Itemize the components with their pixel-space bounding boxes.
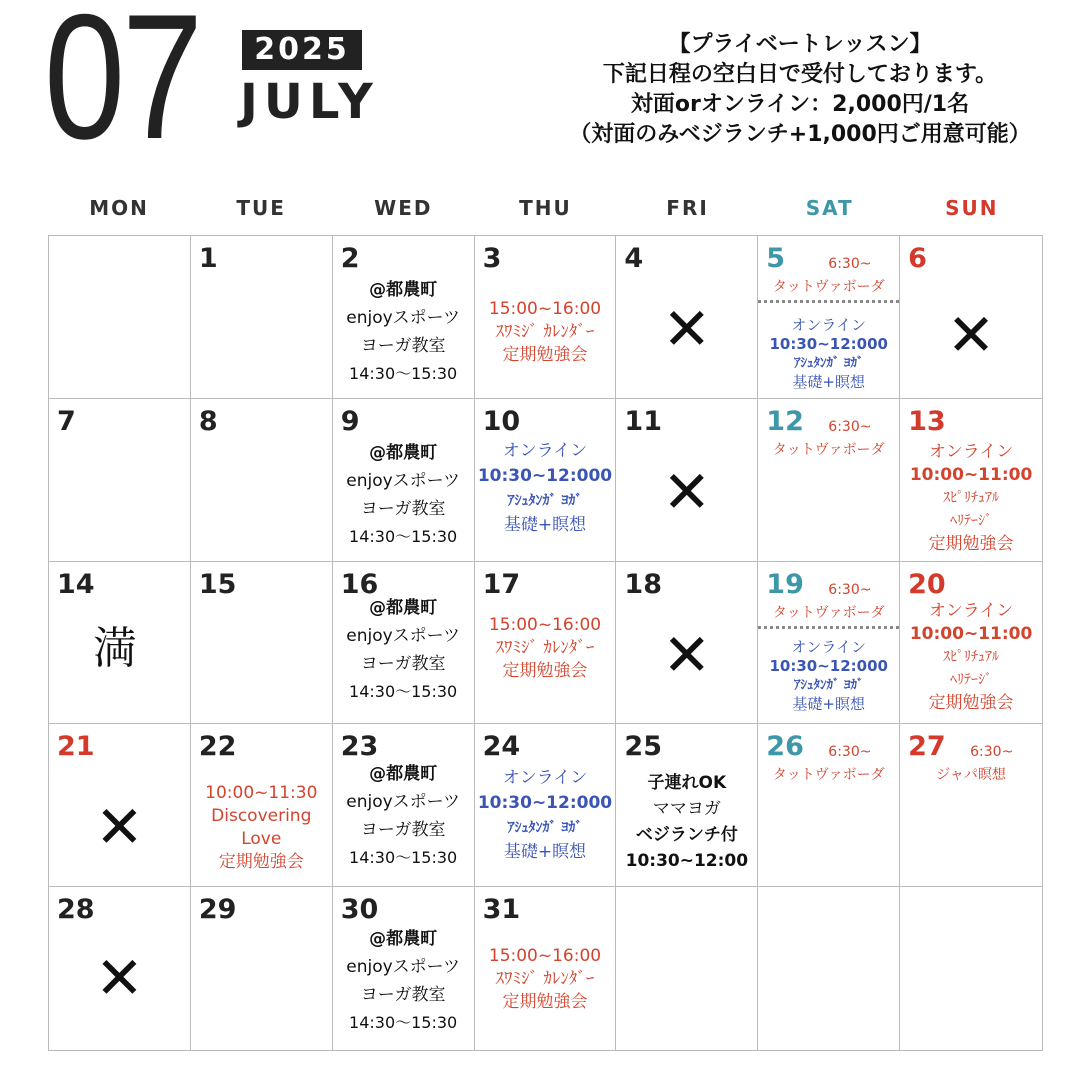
- event-title: タットヴァボーダ: [772, 604, 885, 621]
- event-line: 15:00~16:00: [488, 299, 602, 319]
- dotted-divider: [758, 626, 899, 629]
- weekday-tue: TUE: [236, 196, 286, 220]
- event-line: 14:30〜15:30: [349, 681, 458, 701]
- event-line: ｽﾋﾟﾘﾁｭｱﾙ: [943, 489, 1000, 506]
- event-time: 6:30~: [828, 744, 872, 761]
- event-line: ｱｼｭﾀﾝｶﾞ ﾖｶﾞ: [793, 356, 864, 371]
- month-number: 07: [44, 0, 200, 176]
- event-line: Love: [241, 829, 282, 850]
- event-study-group: [475, 945, 616, 1014]
- calendar-cell-6: [900, 236, 1042, 399]
- calendar-cell-22: [191, 724, 333, 887]
- calendar-cell-25: [616, 724, 758, 887]
- event-title: ジャパ瞑想: [936, 767, 1006, 784]
- day-number: 30: [340, 894, 379, 926]
- event-line: 10:00~11:00: [909, 464, 1033, 485]
- event-line: @都農町: [369, 280, 438, 300]
- event-line: 10:00~11:00: [909, 623, 1033, 644]
- event-line: 10:30~12:000: [769, 656, 888, 675]
- weekday-mon: MON: [89, 196, 149, 220]
- event-line: 基礎+瞑想: [503, 514, 587, 535]
- fully-booked-mark: 満: [93, 622, 137, 674]
- day-number: 2: [340, 243, 360, 274]
- weekday-wed: WED: [374, 196, 433, 220]
- calendar-cell-19: [758, 562, 900, 725]
- calendar-cell-8: [191, 399, 333, 562]
- event-line: ｱｼｭﾀﾝｶﾞ ﾖｶﾞ: [793, 677, 864, 693]
- unavailable-x-icon: ✕: [662, 295, 712, 363]
- event-line: ヨーガ教室: [360, 820, 446, 841]
- weekday-thu: THU: [519, 196, 572, 220]
- event-line: enjoyスポーツ: [346, 957, 460, 978]
- unavailable-x-icon: ✕: [662, 457, 712, 526]
- unavailable-x-icon: ✕: [662, 620, 712, 689]
- calendar-cell-30: [333, 887, 475, 1050]
- event-line: オンライン: [791, 637, 866, 656]
- calendar-cell-7: [49, 399, 191, 562]
- event-title: タットヴァボーダ: [772, 441, 885, 458]
- day-number: 11: [624, 405, 662, 437]
- event-line: ｽﾋﾟﾘﾁｭｱﾙ: [943, 648, 1000, 665]
- calendar-cell-17: [475, 562, 617, 725]
- event-line: オンライン: [928, 600, 1014, 621]
- event-time: 6:30~: [828, 418, 872, 435]
- calendar-cell-10: [475, 399, 617, 562]
- event-line: 子連れOK: [647, 773, 727, 794]
- notice-line: 対面orオンライン：2,000円/1名: [630, 92, 970, 117]
- event-online-yoga: [758, 316, 899, 392]
- day-number: 17: [482, 568, 521, 600]
- event-line: 14:30〜15:30: [349, 1013, 458, 1033]
- calendar-cell-13: [900, 399, 1042, 562]
- month-name: JULY: [240, 74, 379, 130]
- event-line: ｱｼｭﾀﾝｶﾞ ﾖｶﾞ: [507, 492, 583, 509]
- event-online-study: [900, 600, 1042, 715]
- event-line: Discovering: [211, 806, 312, 827]
- day-number: 28: [57, 894, 95, 926]
- event-line: ｱｼｭﾀﾝｶﾞ ﾖｶﾞ: [507, 820, 583, 837]
- event-line: 14:30〜15:30: [349, 526, 458, 546]
- event-line: @都農町: [369, 929, 438, 950]
- event-line: enjoyスポーツ: [346, 792, 460, 813]
- event-line: enjoyスポーツ: [346, 308, 460, 328]
- weekday-sat: SAT: [805, 196, 854, 220]
- event-line: 定期勉強会: [502, 992, 588, 1013]
- calendar-cell-empty: [49, 236, 191, 399]
- calendar-cell-1: [191, 236, 333, 399]
- unavailable-x-icon: ✕: [946, 301, 996, 369]
- event-time: 6:30~: [828, 256, 872, 272]
- event-line: ヨーガ教室: [360, 985, 446, 1006]
- event-study-group: [475, 298, 616, 367]
- event-discovering-love: [191, 782, 332, 874]
- event-study-group: [475, 614, 616, 683]
- calendar-cell-14: [49, 562, 191, 725]
- year-badge: 2025: [242, 30, 362, 70]
- weekday-sun: SUN: [945, 196, 999, 220]
- day-number: 10: [482, 405, 521, 437]
- day-number: 6: [908, 243, 927, 274]
- weekday-header-row: [48, 192, 1043, 224]
- calendar-cell-24: [475, 724, 617, 887]
- day-number: 22: [198, 731, 237, 763]
- day-number: 9: [340, 405, 360, 437]
- day-number: 27: [908, 731, 946, 763]
- calendar-cell-3: [475, 236, 617, 399]
- event-online-yoga: [475, 766, 616, 865]
- event-yoga-class: [333, 760, 474, 872]
- day-number: 16: [340, 568, 379, 600]
- unavailable-x-icon: ✕: [95, 944, 144, 1013]
- day-number: 26: [766, 731, 804, 763]
- day-number: 1: [198, 243, 218, 274]
- calendar-cell-11: [616, 399, 758, 562]
- unavailable-x-icon: ✕: [95, 793, 144, 862]
- calendar-cell-26: [758, 724, 900, 887]
- day-number: 4: [624, 243, 644, 274]
- calendar-cell-empty: [900, 887, 1042, 1050]
- event-line: 10:30~12:00: [625, 851, 749, 872]
- event-line: ﾍﾘﾃｰｼﾞ: [950, 512, 993, 529]
- event-line: ﾍﾘﾃｰｼﾞ: [950, 671, 993, 688]
- event-line: ベジランチ付: [635, 825, 738, 846]
- calendar-cell-21: [49, 724, 191, 887]
- event-online-study: [900, 441, 1042, 556]
- day-number: 7: [57, 405, 76, 437]
- event-title: タットヴァボーダ: [772, 767, 885, 784]
- event-time: 6:30~: [970, 744, 1014, 761]
- day-number: 19: [766, 568, 804, 600]
- event-line: ママヨガ: [652, 799, 721, 820]
- calendar-cell-9: [333, 399, 475, 562]
- calendar-cell-23: [333, 724, 475, 887]
- event-line: @都農町: [369, 764, 438, 785]
- calendar-cell-empty: [616, 887, 758, 1050]
- day-number: 3: [482, 243, 502, 274]
- calendar-cell-31: [475, 887, 617, 1050]
- calendar-grid: [48, 235, 1043, 1051]
- event-line: ｽﾜﾐｼﾞ ｶﾚﾝﾀﾞｰ: [495, 637, 595, 658]
- calendar-cell-27: [900, 724, 1042, 887]
- day-number: 25: [624, 731, 662, 763]
- event-yoga-class: [333, 439, 474, 551]
- day-number: 18: [624, 568, 662, 600]
- notice-line: 【プライベートレッスン】: [668, 32, 932, 57]
- event-online-yoga: [758, 638, 899, 714]
- event-line: オンライン: [502, 440, 588, 461]
- event-line: 基礎+瞑想: [792, 694, 865, 713]
- event-yoga-class: [333, 594, 474, 706]
- event-online-yoga: [475, 439, 616, 538]
- dotted-divider: [758, 300, 899, 303]
- calendar-cell-2: [333, 236, 475, 399]
- event-line: ヨーガ教室: [360, 336, 446, 356]
- event-yoga-class: [333, 925, 474, 1037]
- event-line: 15:00~16:00: [488, 946, 602, 967]
- notice-line: 下記日程の空白日で受付しております。: [602, 62, 998, 87]
- event-line: 10:30~12:000: [769, 335, 888, 353]
- calendar-cell-15: [191, 562, 333, 725]
- event-line: ヨーガ教室: [360, 498, 446, 519]
- day-number: 15: [198, 568, 237, 600]
- calendar-cell-28: [49, 887, 191, 1050]
- day-number: 20: [908, 568, 946, 600]
- event-line: 14:30〜15:30: [349, 848, 458, 868]
- notice-line: （対面のみベジランチ+1,000円ご用意可能）: [569, 122, 1031, 147]
- event-line: enjoyスポーツ: [346, 625, 460, 646]
- calendar-cell-12: [758, 399, 900, 562]
- event-line: 14:30〜15:30: [349, 364, 458, 383]
- day-number: 13: [908, 405, 946, 437]
- event-line: オンライン: [791, 316, 866, 334]
- calendar-cell-16: [333, 562, 475, 725]
- day-number: 23: [340, 731, 379, 763]
- weekday-fri: FRI: [666, 196, 709, 220]
- calendar-header: [0, 0, 1080, 180]
- event-line: @都農町: [369, 597, 438, 618]
- event-line: ｽﾜﾐｼﾞ ｶﾚﾝﾀﾞｰ: [495, 322, 595, 342]
- event-yoga-class: [333, 276, 474, 388]
- day-number: 5: [766, 243, 786, 274]
- event-line: 基礎+瞑想: [792, 373, 865, 391]
- calendar-cell-20: [900, 562, 1042, 725]
- event-line: enjoyスポーツ: [346, 470, 460, 491]
- event-line: 定期勉強会: [928, 533, 1014, 554]
- day-number: 14: [57, 568, 95, 600]
- lesson-notice: [520, 30, 1080, 150]
- event-line: 10:30~12:000: [477, 465, 613, 486]
- event-line: @都農町: [369, 442, 438, 463]
- event-line: 定期勉強会: [928, 692, 1014, 713]
- calendar-cell-18: [616, 562, 758, 725]
- event-time: 6:30~: [828, 581, 872, 598]
- event-line: ｽﾜﾐｼﾞ ｶﾚﾝﾀﾞｰ: [495, 969, 595, 990]
- event-line: 定期勉強会: [502, 660, 588, 681]
- calendar-cell-5: [758, 236, 900, 399]
- calendar-cell-29: [191, 887, 333, 1050]
- event-line: 15:00~16:00: [488, 614, 602, 635]
- event-line: 10:00~11:30: [205, 783, 318, 804]
- event-line: オンライン: [928, 441, 1014, 462]
- day-number: 31: [482, 894, 521, 926]
- event-title: タットヴァボーダ: [772, 279, 885, 295]
- event-line: 基礎+瞑想: [503, 842, 587, 863]
- event-line: ヨーガ教室: [360, 653, 446, 674]
- day-number: 8: [198, 405, 218, 437]
- day-number: 21: [57, 731, 95, 763]
- day-number: 29: [198, 894, 237, 926]
- day-number: 12: [766, 405, 804, 437]
- event-line: 定期勉強会: [502, 345, 588, 365]
- calendar-cell-4: [616, 236, 758, 399]
- event-line: オンライン: [502, 768, 588, 789]
- event-line: 10:30~12:000: [477, 793, 613, 814]
- day-number: 24: [482, 731, 521, 763]
- event-line: 定期勉強会: [218, 852, 304, 873]
- calendar-cell-empty: [758, 887, 900, 1050]
- event-mama-yoga: [616, 770, 757, 874]
